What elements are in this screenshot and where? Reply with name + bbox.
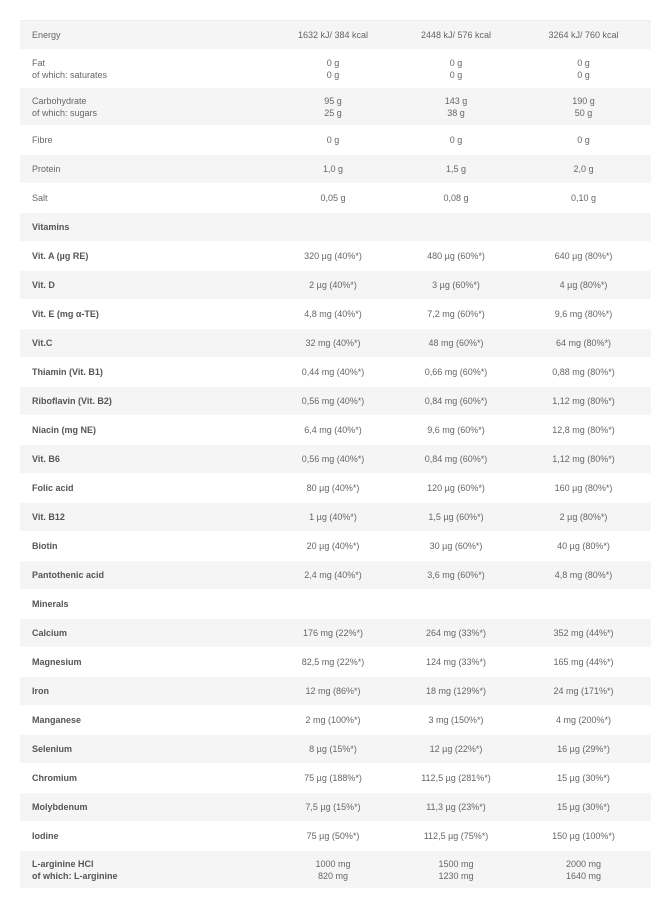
value-col-1 [277, 395, 397, 407]
table-row [20, 213, 651, 242]
value-col-1 [277, 772, 397, 784]
value-col-3 [527, 540, 651, 552]
value-text: 8 µg (15%*) [309, 744, 357, 754]
label-text: Fat [32, 57, 46, 68]
value-text: 6,4 mg (40%*) [304, 425, 362, 435]
value-col-1 [277, 279, 397, 291]
value-col-2 [397, 511, 527, 523]
value-text: 20 µg (40%*) [306, 541, 360, 551]
value-col-3 [527, 772, 651, 784]
value-col-1 [277, 830, 397, 842]
value-text: 50 g [574, 107, 593, 118]
value-col-2 [397, 163, 527, 175]
value-col-2 [397, 308, 527, 320]
value-text: 0 g [326, 69, 340, 80]
value-text: 0 g [449, 69, 463, 80]
row-label [20, 511, 277, 523]
row-label [20, 395, 277, 407]
value-col-1 [277, 95, 397, 119]
value-col-2 [397, 395, 527, 407]
value-col-3 [527, 714, 651, 726]
value-col-1 [277, 453, 397, 465]
value-text: 18 mg (129%*) [425, 686, 487, 696]
value-col-3 [527, 29, 651, 41]
table-row [20, 764, 651, 793]
table-row [20, 445, 651, 474]
value-text: 25 g [324, 107, 342, 118]
label-text: Selenium [32, 744, 73, 754]
table-row [20, 300, 651, 329]
value-col-1 [277, 656, 397, 668]
label-text: Vit. B6 [32, 454, 60, 464]
label-text: Vit. E (mg α-TE) [32, 309, 99, 319]
value-col-2 [397, 95, 527, 119]
value-text: 64 mg (80%*) [555, 338, 612, 348]
label-text: Energy [32, 30, 61, 40]
table-row [20, 126, 651, 155]
label-text: Chromium [32, 773, 77, 783]
table-row [20, 416, 651, 445]
value-text: 190 g [572, 95, 595, 106]
value-text: 4,8 mg (40%*) [304, 309, 362, 319]
value-text: 2,0 g [573, 164, 594, 174]
value-text: 1,0 g [322, 164, 344, 174]
value-text: 124 mg (33%*) [425, 657, 487, 667]
label-text: Minerals [32, 599, 69, 609]
value-col-2 [397, 830, 527, 842]
value-text: 12 mg (86%*) [305, 686, 361, 696]
value-text: 3,6 mg (60%*) [427, 570, 485, 580]
row-label [20, 627, 277, 639]
label-text: Thiamin (Vit. B1) [32, 367, 103, 377]
value-text: 48 mg (60%*) [428, 338, 484, 348]
value-text: 82,5 mg (22%*) [301, 657, 365, 667]
label-text: Vit.C [32, 338, 53, 348]
value-text: 1 µg (40%*) [309, 512, 357, 522]
value-text: 7,5 µg (15%*) [305, 802, 361, 812]
label-text: Niacin (mg NE) [32, 425, 97, 435]
value-text: 1632 kJ/ 384 kcal [297, 30, 369, 40]
row-label [20, 685, 277, 697]
row-label [20, 424, 277, 436]
value-text: 264 mg (33%*) [425, 628, 487, 638]
value-col-2 [397, 569, 527, 581]
value-col-3 [527, 192, 651, 204]
value-text: 1000 mg [315, 858, 351, 869]
table-row [20, 677, 651, 706]
value-text: 1230 mg [438, 870, 474, 881]
label-text: Folic acid [32, 483, 74, 493]
row-label [20, 163, 277, 175]
table-row [20, 184, 651, 213]
value-text: 3264 kJ/ 760 kcal [548, 30, 619, 40]
value-text: 1,12 mg (80%*) [552, 396, 615, 406]
row-label [20, 279, 277, 291]
row-label [20, 714, 277, 726]
table-row [20, 590, 651, 619]
value-col-1 [277, 858, 397, 882]
row-label [20, 192, 277, 204]
value-col-3 [527, 134, 651, 146]
value-col-3 [527, 163, 651, 175]
table-row [20, 532, 651, 561]
value-text: 2000 mg [565, 858, 602, 869]
value-text: 0,56 mg (40%*) [301, 396, 365, 406]
value-text: 1640 mg [565, 870, 602, 881]
value-col-3 [527, 424, 651, 436]
value-col-2 [397, 453, 527, 465]
value-col-3 [527, 453, 651, 465]
value-text: 0,44 mg (40%*) [301, 367, 365, 377]
row-label [20, 250, 277, 262]
value-col-1 [277, 569, 397, 581]
value-text: 40 µg (80%*) [557, 541, 610, 551]
table-row [20, 561, 651, 590]
value-col-2 [397, 482, 527, 494]
row-label [20, 656, 277, 668]
value-col-2 [397, 192, 527, 204]
value-col-3 [527, 656, 651, 668]
label-text: of which: sugars [32, 107, 98, 118]
value-text: 150 µg (100%*) [552, 831, 615, 841]
value-col-2 [397, 743, 527, 755]
value-col-1 [277, 424, 397, 436]
row-label [20, 57, 277, 81]
value-text: 165 mg (44%*) [553, 657, 614, 667]
value-text: 0 g [577, 69, 590, 80]
table-row [20, 474, 651, 503]
value-text: 30 µg (60%*) [429, 541, 483, 551]
value-col-1 [277, 714, 397, 726]
label-text: Carbohydrate [32, 95, 87, 106]
value-col-3 [527, 279, 651, 291]
value-text: 1,12 mg (80%*) [552, 454, 615, 464]
row-label [20, 598, 277, 610]
value-text: 0 g [449, 57, 463, 68]
value-text: 112,5 µg (281%*) [421, 773, 491, 783]
value-text: 0,84 mg (60%*) [424, 396, 488, 406]
table-row [20, 242, 651, 271]
value-text: 3 mg (150%*) [428, 715, 484, 725]
value-col-3 [527, 250, 651, 262]
value-text: 112,5 µg (75%*) [423, 831, 489, 841]
label-text: Magnesium [32, 657, 82, 667]
value-text: 2 µg (80%*) [559, 512, 608, 522]
table-row [20, 503, 651, 532]
value-text: 12 µg (22%*) [429, 744, 483, 754]
label-text: Fibre [32, 135, 53, 145]
value-col-1 [277, 801, 397, 813]
value-col-1 [277, 192, 397, 204]
value-text: 0 g [326, 57, 340, 68]
value-text: 2 µg (40%*) [309, 280, 357, 290]
value-text: 24 mg (171%*) [553, 686, 614, 696]
value-col-2 [397, 424, 527, 436]
value-text: 15 µg (30%*) [557, 802, 610, 812]
row-label [20, 540, 277, 552]
value-col-2 [397, 656, 527, 668]
value-col-1 [277, 366, 397, 378]
table-row [20, 706, 651, 735]
value-col-3 [527, 395, 651, 407]
value-text: 1,5 µg (60%*) [428, 512, 484, 522]
table-row [20, 822, 651, 851]
value-col-1 [277, 511, 397, 523]
value-col-1 [277, 134, 397, 146]
value-col-3 [527, 57, 651, 81]
value-col-2 [397, 627, 527, 639]
value-text: 820 mg [317, 870, 349, 881]
value-text: 0,88 mg (80%*) [552, 367, 615, 377]
value-col-1 [277, 627, 397, 639]
label-text: Calcium [32, 628, 68, 638]
value-text: 143 g [444, 95, 468, 106]
table-row [20, 648, 651, 677]
label-text: Iodine [32, 831, 59, 841]
value-col-3 [527, 337, 651, 349]
label-text: Vit. B12 [32, 512, 65, 522]
value-text: 0 g [577, 57, 590, 68]
label-text: Riboflavin (Vit. B2) [32, 396, 112, 406]
value-col-2 [397, 801, 527, 813]
value-col-2 [397, 685, 527, 697]
value-text: 0 g [449, 135, 463, 145]
value-col-3 [527, 366, 651, 378]
value-text: 640 µg (80%*) [554, 251, 613, 261]
label-text: Pantothenic acid [32, 570, 105, 580]
value-text: 2448 kJ/ 576 kcal [420, 30, 492, 40]
value-text: 0,10 g [570, 193, 597, 203]
value-col-2 [397, 714, 527, 726]
row-label [20, 801, 277, 813]
label-text: of which: saturates [32, 69, 108, 80]
value-col-3 [527, 627, 651, 639]
label-text: L-arginine HCl [32, 858, 94, 869]
value-text: 80 µg (40%*) [306, 483, 360, 493]
value-text: 9,6 mg (80%*) [554, 309, 613, 319]
label-text: Biotin [32, 541, 58, 551]
value-text: 16 µg (29%*) [557, 744, 610, 754]
value-text: 2,4 mg (40%*) [304, 570, 362, 580]
value-col-3 [527, 511, 651, 523]
value-text: 120 µg (60%*) [427, 483, 485, 493]
value-col-1 [277, 57, 397, 81]
value-col-3 [527, 95, 651, 119]
value-col-1 [277, 685, 397, 697]
value-col-2 [397, 366, 527, 378]
value-col-1 [277, 337, 397, 349]
row-label [20, 453, 277, 465]
row-label [20, 221, 277, 233]
value-text: 75 µg (50%*) [306, 831, 360, 841]
row-label [20, 482, 277, 494]
table-row [20, 271, 651, 300]
value-text: 176 mg (22%*) [302, 628, 364, 638]
value-text: 3 µg (60%*) [432, 280, 480, 290]
value-text: 15 µg (30%*) [557, 773, 610, 783]
value-text: 0 g [326, 135, 340, 145]
row-label [20, 337, 277, 349]
value-col-3 [527, 858, 651, 882]
value-text: 11,3 µg (23%*) [426, 802, 486, 812]
row-label [20, 308, 277, 320]
value-text: 320 µg (40%*) [304, 251, 362, 261]
table-row [20, 21, 651, 50]
value-col-1 [277, 308, 397, 320]
value-text: 2 mg (100%*) [305, 715, 361, 725]
table-row [20, 619, 651, 648]
value-text: 0,05 g [320, 193, 346, 203]
value-text: 352 mg (44%*) [553, 628, 614, 638]
row-label [20, 858, 277, 882]
value-text: 160 µg (80%*) [554, 483, 613, 493]
label-text: Manganese [32, 715, 82, 725]
label-text: Iron [32, 686, 49, 696]
value-col-3 [527, 801, 651, 813]
label-text: Salt [32, 193, 48, 203]
nutrition-table [20, 20, 651, 889]
value-text: 95 g [324, 95, 342, 106]
table-row [20, 155, 651, 184]
value-col-1 [277, 163, 397, 175]
label-text: Vit. D [32, 280, 55, 290]
value-col-2 [397, 337, 527, 349]
label-text: Protein [32, 164, 61, 174]
value-col-2 [397, 250, 527, 262]
table-row [20, 50, 651, 88]
value-col-1 [277, 482, 397, 494]
value-text: 7,2 mg (60%*) [427, 309, 485, 319]
table-row [20, 88, 651, 126]
value-text: 9,6 mg (60%*) [427, 425, 485, 435]
value-text: 4,8 mg (80%*) [554, 570, 613, 580]
table-row [20, 735, 651, 764]
value-col-2 [397, 772, 527, 784]
value-col-3 [527, 308, 651, 320]
row-label [20, 29, 277, 41]
value-col-2 [397, 540, 527, 552]
value-text: 1,5 g [445, 164, 467, 174]
value-col-3 [527, 743, 651, 755]
table-row [20, 358, 651, 387]
table-row [20, 329, 651, 358]
value-text: 0,08 g [443, 193, 469, 203]
label-text: Molybdenum [32, 802, 88, 812]
value-text: 32 mg (40%*) [305, 338, 361, 348]
value-col-2 [397, 134, 527, 146]
value-text: 1500 mg [438, 858, 474, 869]
value-col-1 [277, 540, 397, 552]
value-text: 0 g [577, 135, 590, 145]
value-col-1 [277, 29, 397, 41]
table-row [20, 793, 651, 822]
row-label [20, 569, 277, 581]
label-text: Vitamins [32, 222, 70, 232]
row-label [20, 366, 277, 378]
value-text: 0,84 mg (60%*) [424, 454, 488, 464]
value-col-1 [277, 743, 397, 755]
value-col-2 [397, 29, 527, 41]
row-label [20, 95, 277, 119]
value-text: 12,8 mg (80%*) [552, 425, 615, 435]
value-col-2 [397, 279, 527, 291]
table-row [20, 387, 651, 416]
value-text: 480 µg (60%*) [427, 251, 485, 261]
row-label [20, 830, 277, 842]
value-text: 38 g [447, 107, 465, 118]
value-text: 75 µg (188%*) [304, 773, 362, 783]
value-col-3 [527, 482, 651, 494]
row-label [20, 134, 277, 146]
value-col-3 [527, 830, 651, 842]
row-label [20, 743, 277, 755]
value-col-3 [527, 685, 651, 697]
row-label [20, 772, 277, 784]
value-text: 0,56 mg (40%*) [301, 454, 365, 464]
label-text: of which: L-arginine [32, 870, 118, 881]
label-text: Vit. A (µg RE) [32, 251, 89, 261]
table-row [20, 851, 651, 889]
value-col-1 [277, 250, 397, 262]
value-col-2 [397, 57, 527, 81]
value-text: 4 mg (200%*) [555, 715, 612, 725]
value-col-3 [527, 569, 651, 581]
value-col-2 [397, 858, 527, 882]
value-text: 4 µg (80%*) [559, 280, 608, 290]
value-text: 0,66 mg (60%*) [424, 367, 488, 377]
